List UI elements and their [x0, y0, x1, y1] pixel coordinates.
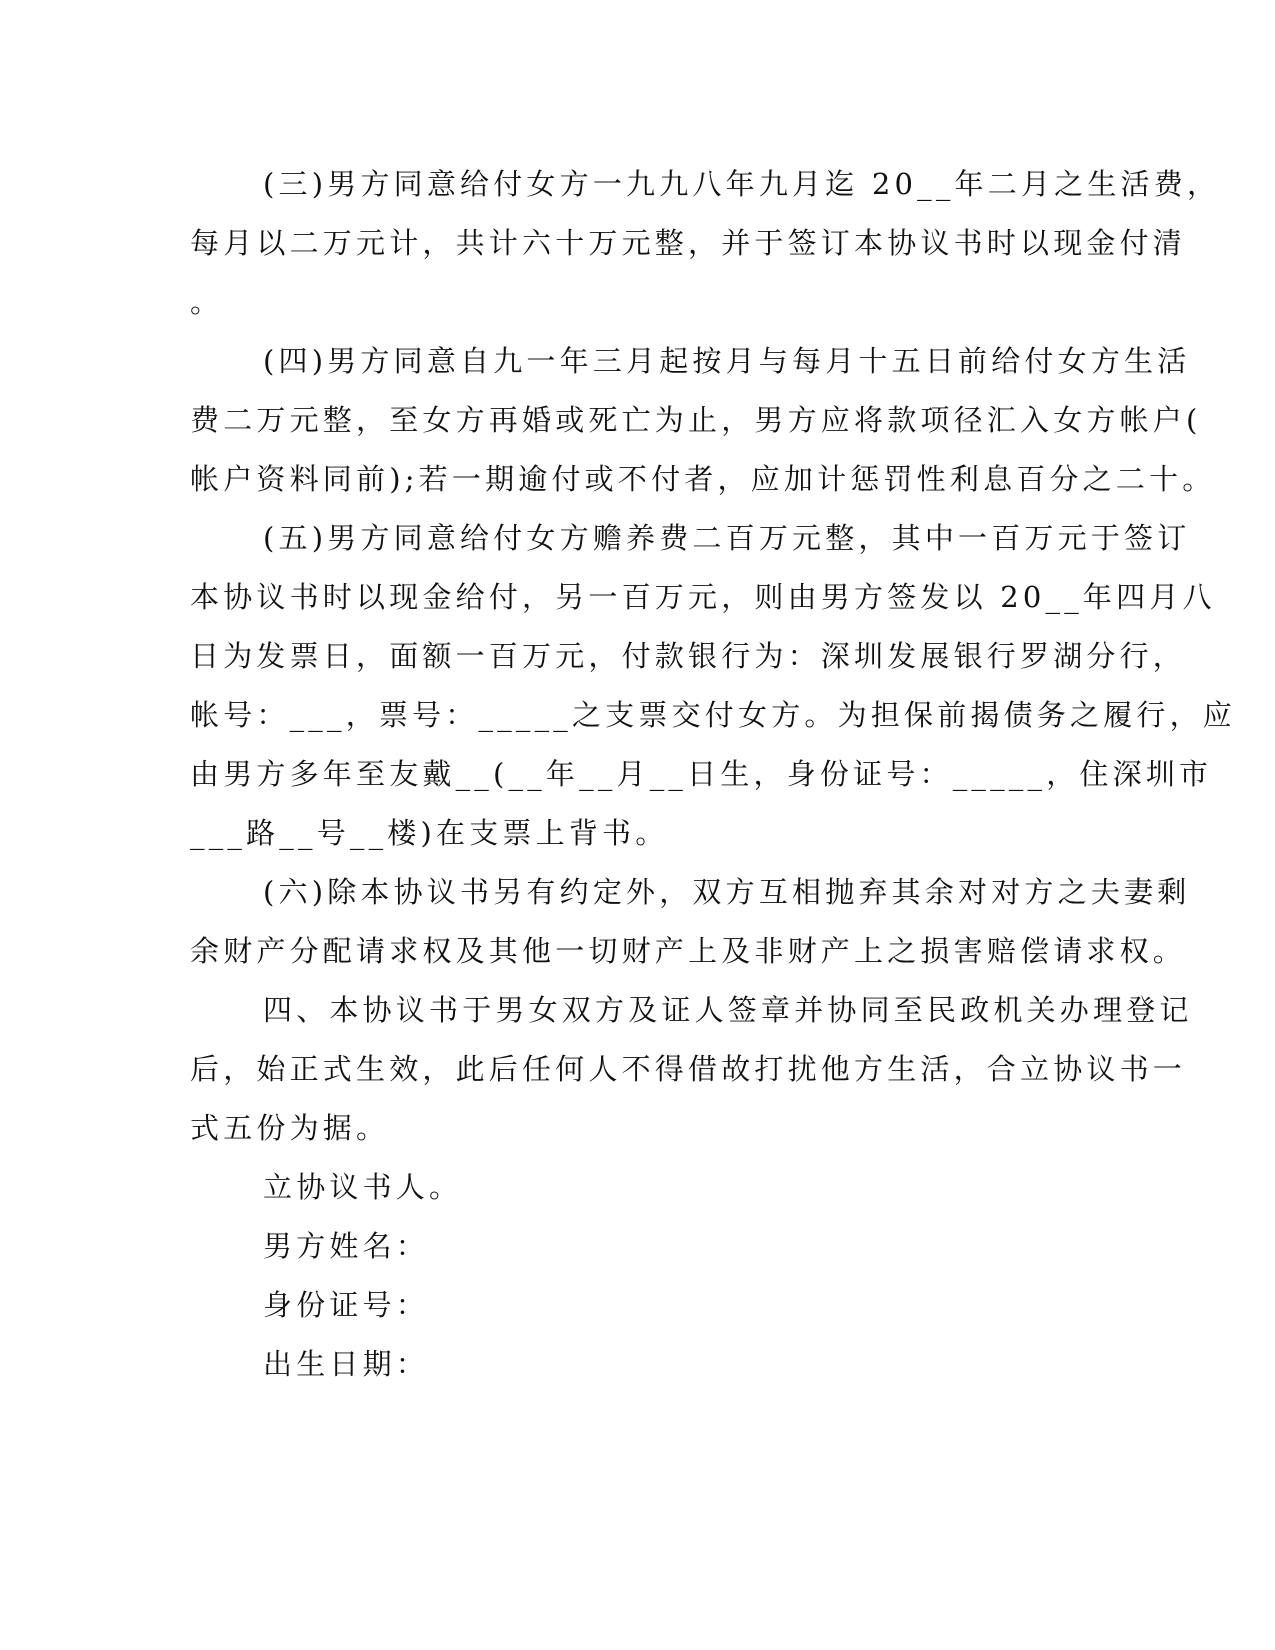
clause-5-line-5: 由男方多年至友戴__(__年__月__日生，身份证号：_____，住深圳市 — [190, 757, 1213, 791]
clause-3-line-2: 每月以二万元计，共计六十万元整，并于签订本协议书时以现金付清 — [190, 226, 1187, 260]
clause-3-line-3: 。 — [190, 285, 224, 319]
clause-6-line-2: 余财产分配请求权及其他一切财产上及非财产上之损害赔偿请求权。 — [190, 934, 1187, 968]
clause-5-line-6: ___路__号__楼)在支票上背书。 — [190, 816, 669, 850]
clause-4-line-1: (四)男方同意自九一年三月起按月与每月十五日前给付女方生活 — [263, 344, 1191, 378]
id-number-label: 身份证号： — [263, 1288, 430, 1322]
clause-5-line-4: 帐号：___，票号：_____之支票交付女方。为担保前揭债务之履行，应 — [190, 698, 1237, 732]
clause-3-line-1: (三)男方同意给付女方一九九八年九月迄 20__年二月之生活费， — [263, 167, 1221, 201]
clause-6-line-1: (六)除本协议书另有约定外，双方互相抛弃其余对对方之夫妻剩 — [263, 875, 1191, 909]
clause-5-line-2: 本协议书时以现金给付，另一百万元，则由男方签发以 20__年四月八 — [190, 580, 1216, 614]
clause-5-line-3: 日为发票日，面额一百万元，付款银行为：深圳发展银行罗湖分行， — [190, 639, 1187, 673]
male-name-label: 男方姓名： — [263, 1229, 430, 1263]
birth-date-label: 出生日期： — [263, 1347, 430, 1381]
section-4-line-1: 四、本协议书于男女双方及证人签章并协同至民政机关办理登记 — [263, 993, 1193, 1027]
clause-5-line-1: (五)男方同意给付女方赡养费二百万元整，其中一百万元于签订 — [263, 521, 1191, 555]
section-4-line-2: 后，始正式生效，此后任何人不得借故打扰他方生活，合立协议书一 — [190, 1052, 1187, 1086]
signatory-heading: 立协议书人。 — [263, 1170, 463, 1204]
section-4-line-3: 式五份为据。 — [190, 1111, 390, 1145]
clause-4-line-2: 费二万元整，至女方再婚或死亡为止，男方应将款项径汇入女方帐户( — [190, 403, 1202, 437]
clause-4-line-3: 帐户资料同前);若一期逾付或不付者，应加计惩罚性利息百分之二十。 — [190, 462, 1216, 496]
